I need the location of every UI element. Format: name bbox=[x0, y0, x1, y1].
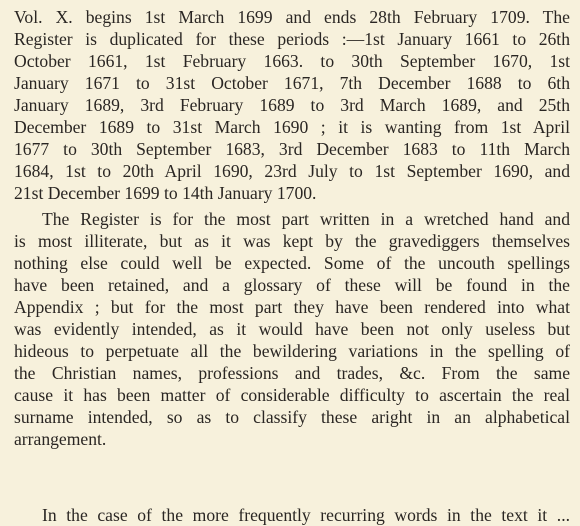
text-line: hideous to perpetuate all the bewildering variations in the spelling of bbox=[14, 341, 570, 361]
text-line: have been retained, and a glossary of these will be found in the bbox=[14, 275, 570, 295]
text-line: The Register is for the most part written in a wretched hand and bbox=[42, 209, 570, 229]
text-line: Appendix ; but for the most part they have been rendered into what bbox=[14, 297, 570, 317]
text-line: January 1671 to 31st October 1671, 7th December 1688 to 6th bbox=[14, 73, 570, 93]
text-line: 1677 to 30th September 1683, 3rd December 1683 to 11th March bbox=[14, 139, 570, 159]
text-line: Vol. X. begins 1st March 1699 and ends 28th February 1709. The bbox=[14, 7, 570, 27]
text-line: January 1689, 3rd February 1689 to 3rd March 1689, and 25th bbox=[14, 95, 570, 115]
text-line: arrangement. bbox=[14, 429, 107, 449]
text-line: is most illiterate, but as it was kept by the gravediggers themselves bbox=[14, 231, 570, 251]
text-line: Register is duplicated for these periods :—1st January 1661 to 26th bbox=[14, 29, 570, 49]
cut-off-text-line: In the case of the more frequently recurring words in the text it ... bbox=[42, 505, 570, 525]
text-line: October 1661, 1st February 1663. to 30th September 1670, 1st bbox=[14, 51, 570, 71]
text-line: cause it has been matter of considerable difficulty to ascertain the real bbox=[14, 385, 570, 405]
text-line: 1684, 1st to 20th April 1690, 23rd July to 1st September 1690, and bbox=[14, 161, 570, 181]
text-line: 21st December 1699 to 14th January 1700. bbox=[14, 183, 317, 203]
text-line: was evidently intended, as it would have been not only useless but bbox=[14, 319, 570, 339]
text-line: December 1689 to 31st March 1690 ; it is wanting from 1st April bbox=[14, 117, 570, 137]
text-line: the Christian names, professions and trades, &c. From the same bbox=[14, 363, 570, 383]
text-line: nothing else could well be expected. Some of the uncouth spellings bbox=[14, 253, 570, 273]
text-line: surname intended, so as to classify these aright in an alphabetical bbox=[14, 407, 570, 427]
